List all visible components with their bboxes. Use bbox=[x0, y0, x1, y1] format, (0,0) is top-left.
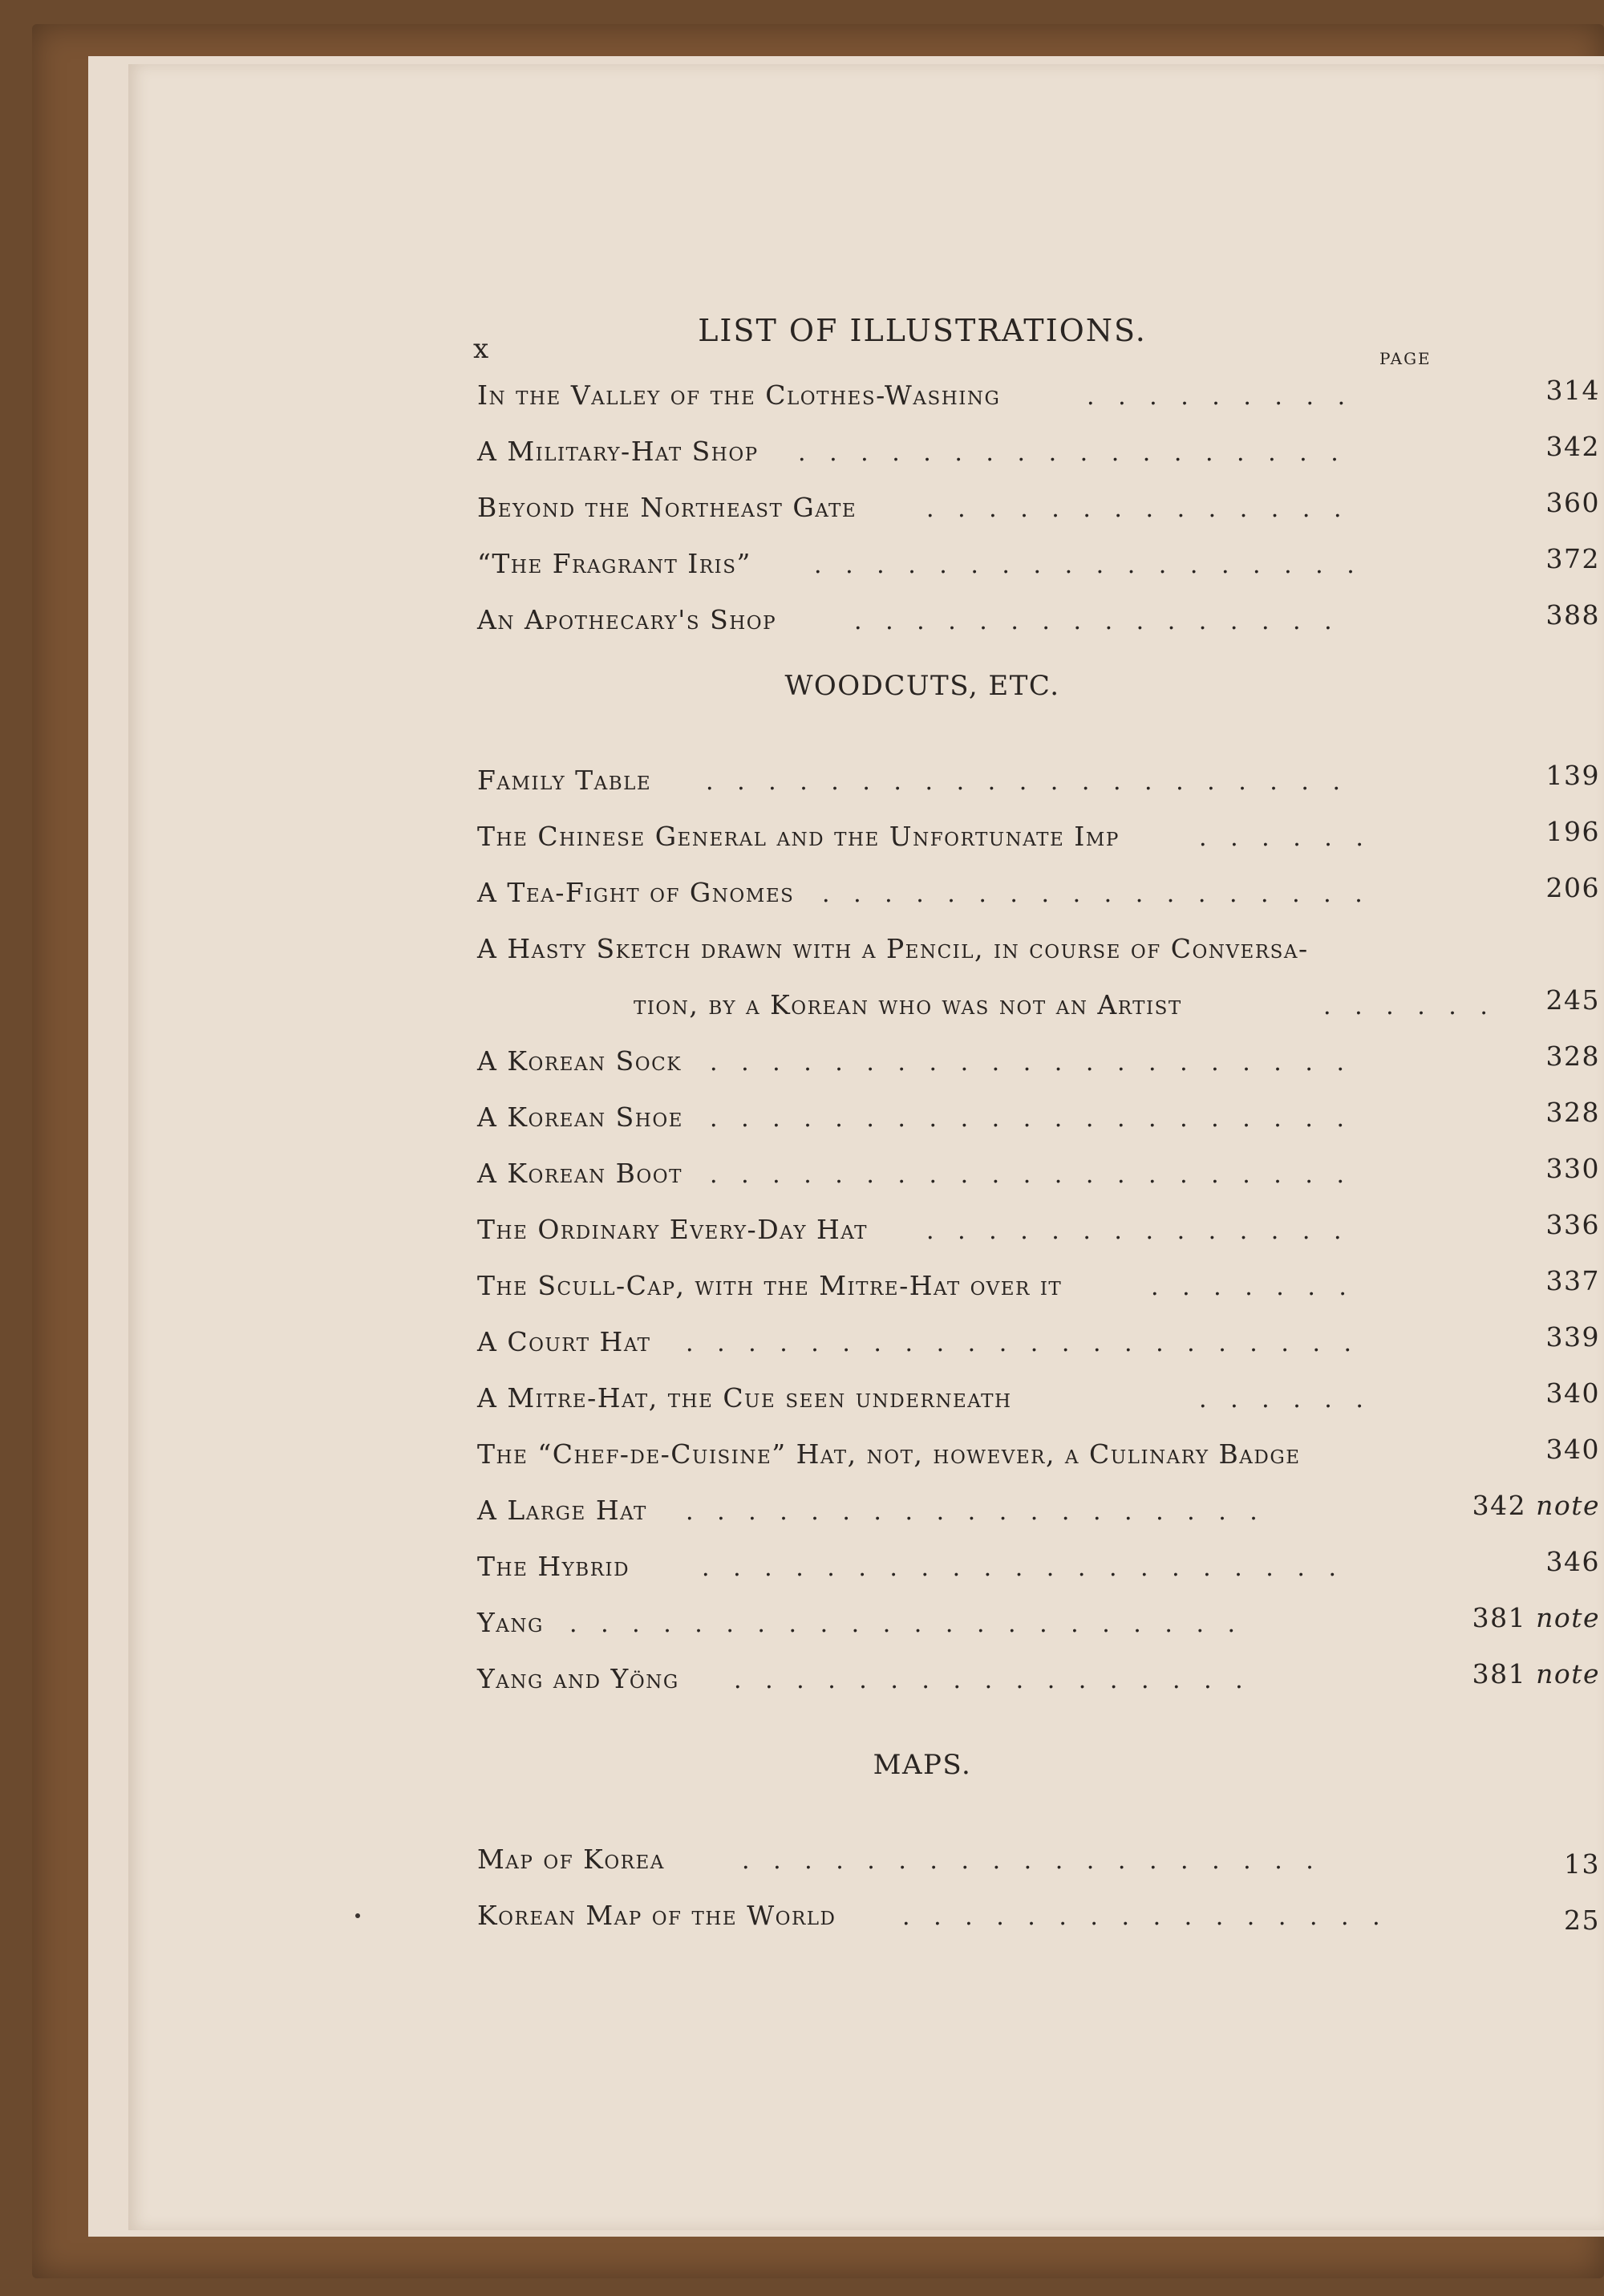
leader-dots: . . . . . . . . . . . . . . . . . . . . . . bbox=[569, 1610, 1244, 1638]
entry-page: 339 bbox=[1545, 1321, 1600, 1353]
list-item bbox=[477, 481, 1600, 529]
entry-title: A Korean Shoe bbox=[477, 1101, 683, 1133]
list-item bbox=[477, 1091, 1600, 1139]
entry-title: In the Valley of the Clothes-Washing bbox=[477, 379, 1001, 411]
leader-dots: . . . . . . . . . . . . . . . . bbox=[854, 607, 1340, 635]
list-item bbox=[477, 1653, 1600, 1701]
entry-title: Korean Map of the World bbox=[477, 1900, 836, 1931]
entry-title: The Hybrid bbox=[477, 1551, 630, 1582]
leader-dots: . . . . . . . . . . . . . . . . . . . . . bbox=[702, 1554, 1344, 1582]
entry-page: 336 bbox=[1545, 1209, 1600, 1240]
entry-page: 330 bbox=[1545, 1153, 1600, 1184]
list-item bbox=[477, 754, 1600, 802]
leader-dots: . . . . . . . . . . . . . . . . . . . bbox=[742, 1847, 1322, 1875]
list-item bbox=[477, 1428, 1600, 1476]
list-item bbox=[477, 1147, 1600, 1195]
entry-title: The “Chef-de-Cuisine” Hat, not, however, a Culinary Badge bbox=[477, 1438, 1301, 1470]
entry-page: 340 bbox=[1545, 1377, 1600, 1409]
entry-title: Yang and Yöng bbox=[477, 1663, 679, 1694]
entry-page-with-note bbox=[1472, 1602, 1600, 1633]
leader-dots: . . . . . . . . . . . . . . . . bbox=[902, 1903, 1388, 1931]
list-item bbox=[477, 810, 1600, 858]
leader-dots: . . . . . . . bbox=[1151, 1273, 1355, 1301]
list-item bbox=[477, 1260, 1600, 1308]
entry-title: A Military-Hat Shop bbox=[477, 436, 759, 467]
folio-numeral: x bbox=[473, 333, 489, 365]
list-item bbox=[477, 1540, 1600, 1588]
list-item bbox=[477, 1035, 1600, 1083]
entry-title: An Apothecary's Shop bbox=[477, 604, 777, 635]
entry-title: The Ordinary Every-Day Hat bbox=[477, 1214, 868, 1245]
list-item bbox=[477, 369, 1600, 417]
entry-page: 13 bbox=[1564, 1848, 1600, 1880]
entry-title: Yang bbox=[477, 1607, 544, 1638]
list-item bbox=[477, 594, 1600, 642]
entry-title: The Scull-Cap, with the Mitre-Hat over it bbox=[477, 1270, 1063, 1301]
section-heading-maps: MAPS. bbox=[873, 1749, 972, 1781]
book-page bbox=[128, 64, 1604, 2230]
leader-dots: . . . . . . . . . . . . . . . . . . . bbox=[686, 1498, 1266, 1526]
page-column-label: PAGE bbox=[1379, 349, 1432, 368]
entry-title: Beyond the Northeast Gate bbox=[477, 492, 857, 523]
list-item bbox=[477, 866, 1600, 915]
leader-dots: . . . . . . . . . . . . . . . . . . bbox=[814, 551, 1363, 579]
entry-title: The Chinese General and the Unfortunate Imp bbox=[477, 821, 1120, 852]
entry-title: A Tea-Fight of Gnomes bbox=[477, 877, 795, 908]
entry-page: 342 bbox=[1545, 431, 1600, 462]
list-item bbox=[477, 1372, 1600, 1420]
leader-dots: . . . . . . . . . . . . . . . . . . . . . bbox=[710, 1105, 1352, 1133]
entry-title: A Mitre-Hat, the Cue seen underneath bbox=[477, 1382, 1012, 1414]
list-item bbox=[477, 1889, 1600, 1937]
entry-title: “The Fragrant Iris” bbox=[477, 548, 751, 579]
entry-title: tion, by a Korean who was not an Artist bbox=[634, 989, 1182, 1020]
entry-page: 245 bbox=[1545, 984, 1600, 1016]
list-item bbox=[477, 425, 1600, 473]
leader-dots: . . . . . . . . . . . . . . . . . . bbox=[798, 439, 1347, 467]
entry-page: 25 bbox=[1564, 1905, 1600, 1936]
list-item-continuation bbox=[634, 979, 1600, 1027]
note-marker: note bbox=[1536, 1658, 1600, 1690]
list-item bbox=[477, 1203, 1600, 1251]
entry-page: 314 bbox=[1545, 375, 1600, 406]
leader-dots: . . . . . . . . . bbox=[1087, 383, 1354, 411]
entry-page-with-note bbox=[1472, 1658, 1600, 1690]
entry-title: A Large Hat bbox=[477, 1495, 647, 1526]
entry-page: 206 bbox=[1545, 872, 1600, 903]
list-item bbox=[477, 1596, 1600, 1645]
leader-dots: . . . . . . . . . . . . . . bbox=[926, 1217, 1350, 1245]
leader-dots: . . . . . . bbox=[1323, 992, 1496, 1020]
leader-dots: . . . . . . . . . . . . . . . . . . . . . bbox=[710, 1161, 1352, 1189]
leader-dots: . . . . . . . . . . . . . . bbox=[926, 495, 1350, 523]
entry-title: Family Table bbox=[477, 765, 652, 796]
leader-dots: . . . . . . . . . . . . . . . . . . . . . bbox=[706, 768, 1348, 796]
entry-page: 342 bbox=[1472, 1490, 1527, 1521]
paper-speck bbox=[355, 1913, 360, 1918]
note-marker: note bbox=[1536, 1490, 1600, 1521]
list-item bbox=[477, 1484, 1600, 1532]
list-item bbox=[477, 537, 1600, 586]
entry-page: 381 bbox=[1472, 1602, 1527, 1633]
entry-title: A Korean Boot bbox=[477, 1158, 683, 1189]
entry-page: 346 bbox=[1545, 1546, 1600, 1577]
leader-dots: . . . . . . . . . . . . . . . . . . . . . . bbox=[686, 1329, 1360, 1357]
entry-title: A Court Hat bbox=[477, 1326, 651, 1357]
entry-title: A Hasty Sketch drawn with a Pencil, in course of Conversa- bbox=[477, 933, 1309, 964]
entry-page: 340 bbox=[1545, 1434, 1600, 1465]
list-item bbox=[477, 923, 1600, 971]
entry-page: 381 bbox=[1472, 1658, 1527, 1690]
list-item bbox=[477, 1833, 1600, 1881]
leader-dots: . . . . . . . . . . . . . . . . . . . . . bbox=[710, 1049, 1352, 1077]
entry-page: 196 bbox=[1545, 816, 1600, 847]
note-marker: note bbox=[1536, 1602, 1600, 1633]
leader-dots: . . . . . . . . . . . . . . . . . . bbox=[822, 880, 1371, 908]
entry-page: 337 bbox=[1545, 1265, 1600, 1296]
entry-page: 360 bbox=[1545, 487, 1600, 518]
entry-title: Map of Korea bbox=[477, 1844, 665, 1875]
running-title: LIST OF ILLUSTRATIONS. bbox=[698, 313, 1147, 348]
leader-dots: . . . . . . bbox=[1199, 824, 1371, 852]
section-heading-woodcuts: WOODCUTS, ETC. bbox=[784, 670, 1060, 702]
entry-page: 328 bbox=[1545, 1097, 1600, 1128]
entry-page: 388 bbox=[1545, 599, 1600, 631]
leader-dots: . . . . . . bbox=[1199, 1385, 1371, 1414]
entry-page: 328 bbox=[1545, 1041, 1600, 1072]
entry-page: 139 bbox=[1545, 760, 1600, 791]
entry-page-with-note bbox=[1472, 1490, 1600, 1521]
list-item bbox=[477, 1316, 1600, 1364]
entry-title: A Korean Sock bbox=[477, 1045, 682, 1077]
entry-page: 372 bbox=[1545, 543, 1600, 574]
leader-dots: . . . . . . . . . . . . . . . . . bbox=[734, 1666, 1251, 1694]
